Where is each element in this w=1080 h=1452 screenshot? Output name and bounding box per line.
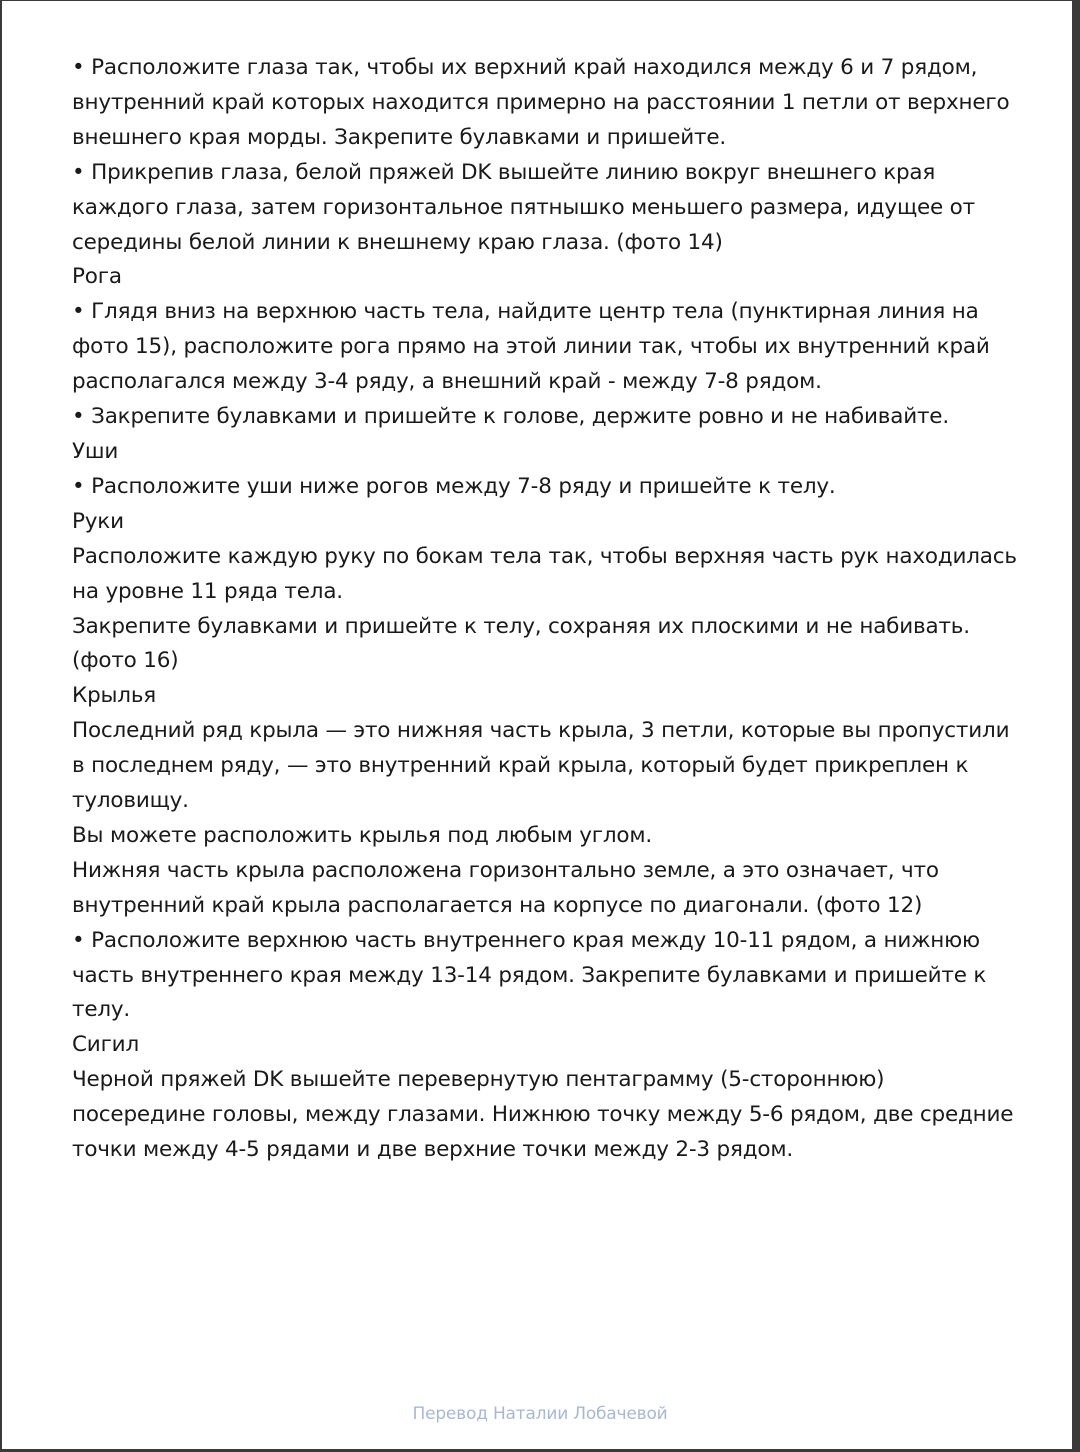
translator-credit: Перевод Наталии Лобачевой [412,1404,668,1424]
document-page [2,1,1072,1449]
paragraph-horns-position: • Глядя вниз на верхнюю часть тела, найдите центр тела (пунктирная линия на фото 15), расположите рога прямо на этой линии так, чтобы их внутренний край располагался между 3-4 ряду, а внешний край - между 7-8 рядом. [72,299,990,395]
paragraph-arms-attach: Закрепите булавками и пришейте к телу, сохраняя их плоскими и не набивать. (фото 16) [72,613,970,674]
paragraph-ears: • Расположите уши ниже рогов между 7-8 ряду и пришейте к телу. [72,473,836,499]
heading-sigil: Сигил [72,1032,139,1058]
paragraph-eyes-embroidery: • Прикрепив глаза, белой пряжей DK вышейте линию вокруг внешнего края каждого глаза, затем горизонтальное пятнышко меньшего размера, идущее от середины белой линии к внешнему краю глаза. (фото 14) [72,159,975,255]
paragraph-horns-attach: • Закрепите булавками и пришейте к голове, держите ровно и не набивайте. [72,404,949,430]
paragraph-sigil: Черной пряжей DK вышейте перевернутую пентаграмму (5-стороннюю) посередине головы, между глазами. Нижнюю точку между 5-6 рядом, две средние точки между 4-5 рядами и две верхние точки между 2-3 рядом. [72,1067,1014,1163]
paragraph-arms-position: Расположите каждую руку по бокам тела так, чтобы верхняя часть рук находилась на уровне 11 ряда тела. [72,543,1017,604]
heading-arms: Руки [72,508,124,534]
paragraph-wings-last-row: Последний ряд крыла — это нижняя часть крыла, 3 петли, которые вы пропустили в последнем ряду, — это внутренний край крыла, который будет прикреплен к туловищу. [72,718,1010,814]
paragraph-wings-diagonal: Нижняя часть крыла расположена горизонтально земле, а это означает, что внутренний край крыла располагается на корпусе по диагонали. (фото 12) [72,857,939,918]
heading-wings: Крылья [72,683,157,709]
heading-horns: Рога [72,264,122,290]
paragraph-wings-attach: • Расположите верхнюю часть внутреннего края между 10-11 рядом, а нижнюю часть внутреннего края между 13-14 рядом. Закрепите булавками и пришейте к телу. [72,927,987,1023]
heading-ears: Уши [72,438,119,464]
paragraph-wings-angle: Вы можете расположить крылья под любым углом. [72,822,653,848]
document-body [72,51,1017,1168]
paragraph-eyes-position: • Расположите глаза так, чтобы их верхний край находился между 6 и 7 рядом, внутренний край которых находится примерно на расстоянии 1 петли от верхнего внешнего края морды. Закрепите булавками и пришейте. [72,55,1010,150]
